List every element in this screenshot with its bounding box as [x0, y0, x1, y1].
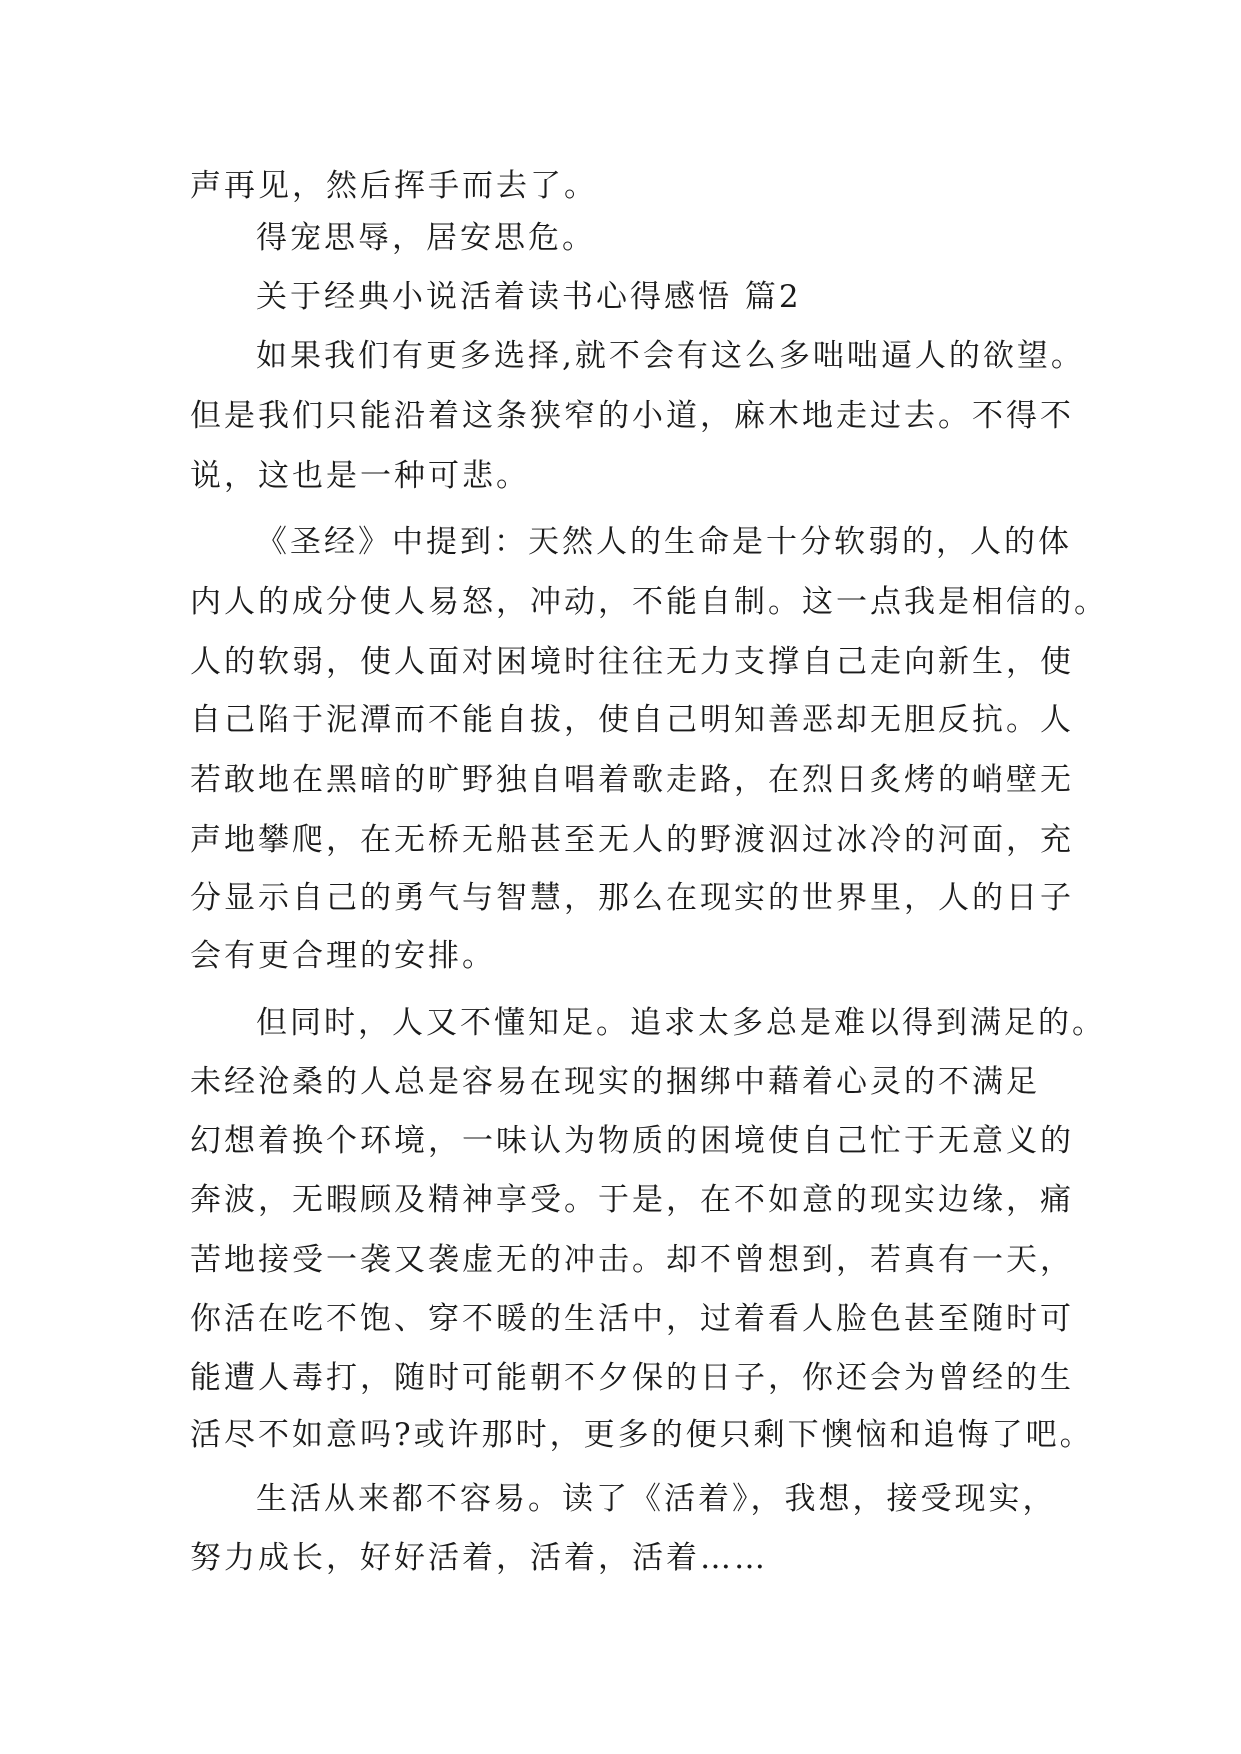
text-line: 分显示自己的勇气与智慧，那么在现实的世界里，人的日子 [190, 880, 1074, 916]
text-line: 若敢地在黑暗的旷野独自唱着歌走路，在烈日炙烤的峭壁无 [190, 762, 1074, 798]
text-line: 但同时，人又不懂知足。追求太多总是难以得到满足的。 [256, 1005, 1106, 1041]
text-line: 你活在吃不饱、穿不暖的生活中，过着看人脸色甚至随时可 [190, 1301, 1074, 1337]
text-line: 苦地接受一袭又袭虚无的冲击。却不曾想到，若真有一天， [190, 1242, 1074, 1278]
text-line: 声地攀爬，在无桥无船甚至无人的野渡泅过冰冷的河面，充 [190, 822, 1074, 858]
text-line: 但是我们只能沿着这条狭窄的小道，麻木地走过去。不得不 [190, 398, 1074, 434]
text-line: 活尽不如意吗?或许那时，更多的便只剩下懊恼和追悔了吧。 [190, 1417, 1094, 1453]
text-line: 内人的成分使人易怒，冲动，不能自制。这一点我是相信的。 [190, 584, 1108, 620]
section-heading: 关于经典小说活着读书心得感悟 篇2 [256, 279, 802, 315]
text-line: 自己陷于泥潭而不能自拔，使自己明知善恶却无胆反抗。人 [190, 702, 1074, 738]
text-line: 《圣经》中提到：天然人的生命是十分软弱的，人的体 [256, 524, 1072, 560]
text-line: 会有更合理的安排。 [190, 938, 496, 974]
text-line: 幻想着换个环境，一味认为物质的困境使自己忙于无意义的 [190, 1123, 1074, 1159]
text-line: 努力成长，好好活着，活着，活着…… [190, 1540, 768, 1576]
text-line: 声再见，然后挥手而去了。 [190, 168, 598, 204]
text-line: 说，这也是一种可悲。 [190, 458, 530, 494]
text-line: 奔波，无暇顾及精神享受。于是，在不如意的现实边缘，痛 [190, 1182, 1074, 1218]
text-line: 如果我们有更多选择,就不会有这么多咄咄逼人的欲望。 [256, 338, 1085, 374]
text-line: 生活从来都不容易。读了《活着》，我想，接受现实， [256, 1481, 1057, 1517]
text-line: 能遭人毒打，随时可能朝不夕保的日子，你还会为曾经的生 [190, 1360, 1074, 1396]
text-line: 未经沧桑的人总是容易在现实的捆绑中藉着心灵的不满足 [190, 1064, 1040, 1100]
text-line: 得宠思辱，居安思危。 [256, 220, 596, 256]
text-line: 人的软弱，使人面对困境时往往无力支撑自己走向新生，使 [190, 644, 1074, 680]
